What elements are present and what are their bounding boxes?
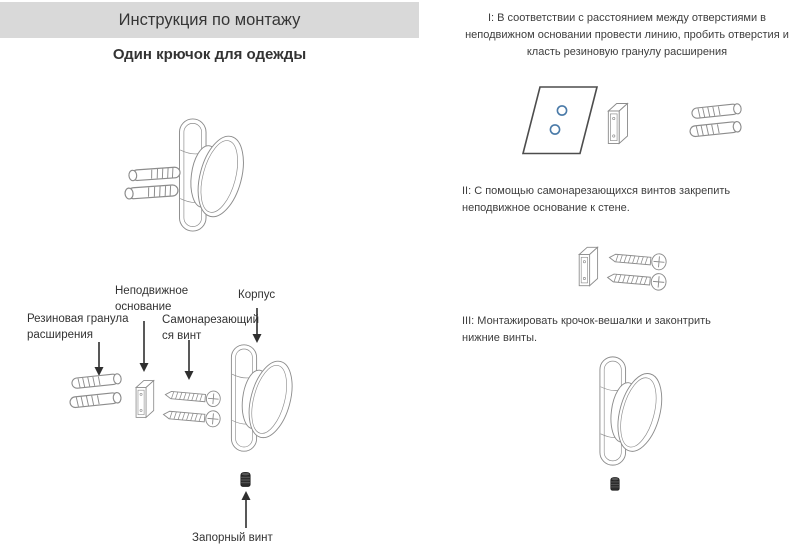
wall-plate-drawing — [521, 85, 601, 156]
arrow-down-icon — [183, 340, 195, 380]
set-screw-drawing — [610, 476, 620, 492]
label-body: Корпус — [238, 289, 276, 301]
page-title: Инструкция по монтажу — [118, 10, 301, 29]
label-fixed-base: Неподвижное основание — [115, 285, 189, 313]
label-self-tapping-screw: Самонарезающий ся винт — [162, 314, 260, 342]
screw-drawing — [159, 404, 224, 430]
fixed-base-drawing — [576, 241, 600, 292]
hook-drawing — [222, 342, 294, 454]
product-subtitle: Один крючок для одежды — [112, 46, 307, 63]
arrow-down-icon — [138, 321, 150, 372]
arrow-up-icon — [240, 491, 252, 528]
hook-drawing — [590, 354, 664, 468]
arrow-down-icon — [251, 308, 263, 343]
fixed-base-drawing — [605, 97, 630, 150]
fixed-base-drawing — [133, 375, 156, 423]
step-3-text: III: Монтажировать крочок-вешалки и законтрить нижние винты. — [462, 315, 711, 344]
label-rubber-granule: Резиновая гранула расширения — [27, 313, 129, 341]
step-1-text: I: В соответствии с расстоянием между отверстиями в неподвижном основании провести линию, пробить отверстия и класть резиновую гранулу расширения — [465, 12, 789, 58]
label-locking-screw: Запорный винт — [192, 532, 273, 544]
set-screw-drawing — [240, 471, 251, 488]
header-bar — [0, 2, 419, 38]
step-2-text: II: С помощью самонарезающихся винтов закрепить неподвижное основание к стене. — [462, 185, 731, 214]
